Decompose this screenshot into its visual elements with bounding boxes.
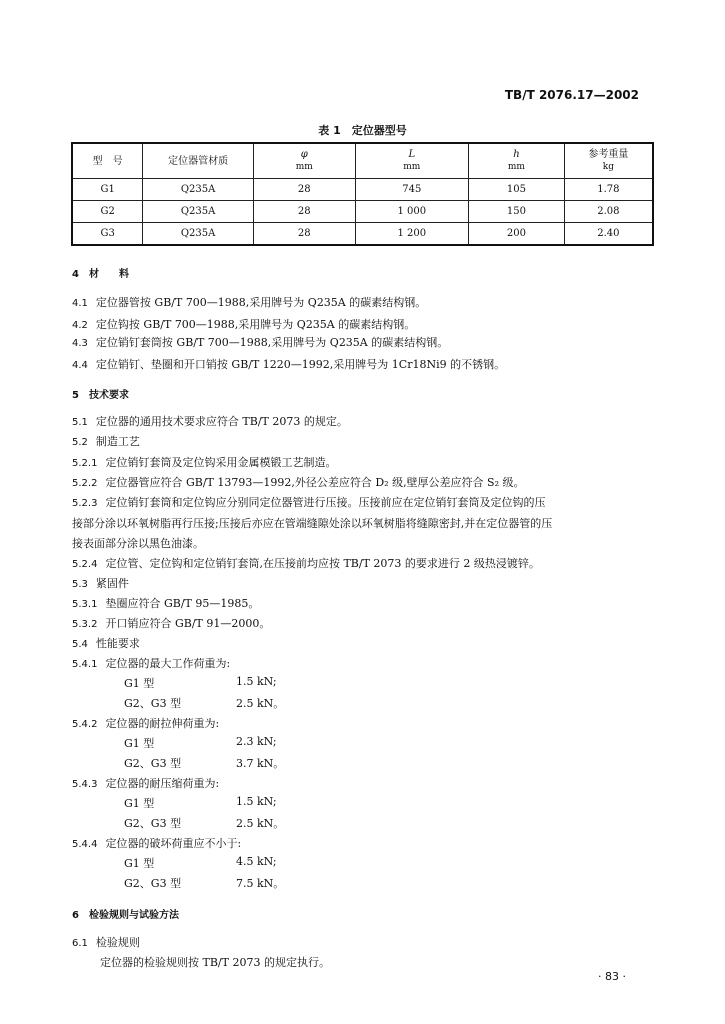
table-cell: 150 bbox=[469, 201, 565, 223]
clause-5-3-2: 5.3.2 开口销应符合 GB/T 91—2000。 bbox=[72, 617, 271, 630]
table-row bbox=[72, 223, 653, 246]
load-value: 2.3 kN; bbox=[236, 735, 277, 748]
header-model: 型 号 bbox=[72, 143, 143, 179]
table-cell: Q235A bbox=[143, 201, 254, 223]
load-type-label: G2、G3 型 bbox=[124, 817, 182, 830]
clause-5-2-3-cont: 接部分涂以环氧树脂再行压接;压接后亦应在管端缝隙处涂以环氧树脂将缝隙密封,并在定位器管的压 bbox=[72, 517, 553, 530]
table-cell: Q235A bbox=[143, 179, 254, 201]
load-type-label: G2、G3 型 bbox=[124, 757, 182, 770]
table-cell: 2.40 bbox=[564, 223, 653, 246]
load-value: 2.5 kN。 bbox=[236, 697, 285, 710]
load-value: 2.5 kN。 bbox=[236, 817, 285, 830]
load-value: 7.5 kN。 bbox=[236, 877, 285, 890]
table-cell: 28 bbox=[253, 179, 355, 201]
load-value: 4.5 kN; bbox=[236, 855, 277, 868]
table-cell: 200 bbox=[469, 223, 565, 246]
table-cell: Q235A bbox=[143, 223, 254, 246]
clause-4-1: 4.1 定位器管按 GB/T 700—1988,采用牌号为 Q235A 的碳素结构钢。 bbox=[72, 296, 427, 309]
load-value: 3.7 kN。 bbox=[236, 757, 285, 770]
standard-number: TB/T 2076.17—2002 bbox=[504, 88, 639, 102]
clause-5-2: 5.2 制造工艺 bbox=[72, 435, 140, 448]
load-type-label: G2、G3 型 bbox=[124, 877, 182, 890]
load-type-label: G2、G3 型 bbox=[124, 697, 182, 710]
section-5-heading: 5 技术要求 bbox=[72, 390, 129, 401]
clause-5-4-1: 5.4.1 定位器的最大工作荷重为: bbox=[72, 657, 231, 670]
clause-5-4-3: 5.4.3 定位器的耐压缩荷重为: bbox=[72, 777, 220, 790]
load-type-label: G1 型 bbox=[124, 797, 155, 810]
table-header-row bbox=[72, 143, 653, 179]
load-value: 1.5 kN; bbox=[236, 795, 277, 808]
header-diameter: φ mm bbox=[253, 143, 355, 179]
header-height: h mm bbox=[469, 143, 565, 179]
clause-5-4-2: 5.4.2 定位器的耐拉伸荷重为: bbox=[72, 717, 220, 730]
clause-5-3-1: 5.3.1 垫圈应符合 GB/T 95—1985。 bbox=[72, 597, 260, 610]
clause-5-2-2: 5.2.2 定位器管应符合 GB/T 13793—1992,外径公差应符合 D₂ 级,壁厚公差应符合 S₂ 级。 bbox=[72, 476, 525, 489]
table-cell: G3 bbox=[72, 223, 143, 246]
table-cell: 2.08 bbox=[564, 201, 653, 223]
clause-4-2: 4.2 定位钩按 GB/T 700—1988,采用牌号为 Q235A 的碳素结构钢。 bbox=[72, 318, 416, 331]
table-caption: 表 1 定位器型号 bbox=[318, 124, 407, 137]
clause-5-4-4: 5.4.4 定位器的破坏荷重应不小于: bbox=[72, 837, 242, 850]
clause-4-4: 4.4 定位销钉、垫圈和开口销按 GB/T 1220—1992,采用牌号为 1Cr18Ni9 的不锈钢。 bbox=[72, 358, 506, 371]
clause-5-2-3: 5.2.3 定位销钉套筒和定位钩应分别同定位器管进行压接。压接前应在定位销钉套筒及定位钩的压 bbox=[72, 496, 546, 509]
clause-6-1: 6.1 检验规则 bbox=[72, 936, 140, 949]
section-6-heading: 6 检验规则与试验方法 bbox=[72, 910, 179, 921]
page-number: · 83 · bbox=[598, 970, 626, 983]
clause-5-3: 5.3 紧固件 bbox=[72, 577, 129, 590]
table-row bbox=[72, 179, 653, 201]
header-material: 定位器管材质 bbox=[143, 143, 254, 179]
clause-5-4: 5.4 性能要求 bbox=[72, 637, 140, 650]
table-cell: G1 bbox=[72, 179, 143, 201]
table-cell: G2 bbox=[72, 201, 143, 223]
load-type-label: G1 型 bbox=[124, 737, 155, 750]
load-type-label: G1 型 bbox=[124, 677, 155, 690]
table-cell: 28 bbox=[253, 201, 355, 223]
header-length: L mm bbox=[355, 143, 469, 179]
load-value: 1.5 kN; bbox=[236, 675, 277, 688]
table-cell: 105 bbox=[469, 179, 565, 201]
table-cell: 745 bbox=[355, 179, 469, 201]
table-cell: 1 000 bbox=[355, 201, 469, 223]
clause-4-3: 4.3 定位销钉套筒按 GB/T 700—1988,采用牌号为 Q235A 的碳素结构钢。 bbox=[72, 336, 449, 349]
table-cell: 1.78 bbox=[564, 179, 653, 201]
clause-5-2-4: 5.2.4 定位管、定位钩和定位销钉套筒,在压接前均应按 TB/T 2073 的要求进行 2 级热浸镀锌。 bbox=[72, 557, 540, 570]
locator-model-table bbox=[71, 142, 654, 246]
clause-5-2-1: 5.2.1 定位销钉套筒及定位钩采用金属模锻工艺制造。 bbox=[72, 456, 337, 469]
clause-5-1: 5.1 定位器的通用技术要求应符合 TB/T 2073 的规定。 bbox=[72, 415, 348, 428]
clause-5-2-3-cont: 接表面部分涂以黑色油漆。 bbox=[72, 537, 204, 550]
load-type-label: G1 型 bbox=[124, 857, 155, 870]
table-cell: 28 bbox=[253, 223, 355, 246]
header-weight: 参考重量 kg bbox=[564, 143, 653, 179]
table-row bbox=[72, 201, 653, 223]
table-cell: 1 200 bbox=[355, 223, 469, 246]
clause-6-1-body: 定位器的检验规则按 TB/T 2073 的规定执行。 bbox=[100, 956, 330, 969]
section-4-heading: 4 材 料 bbox=[72, 269, 129, 280]
